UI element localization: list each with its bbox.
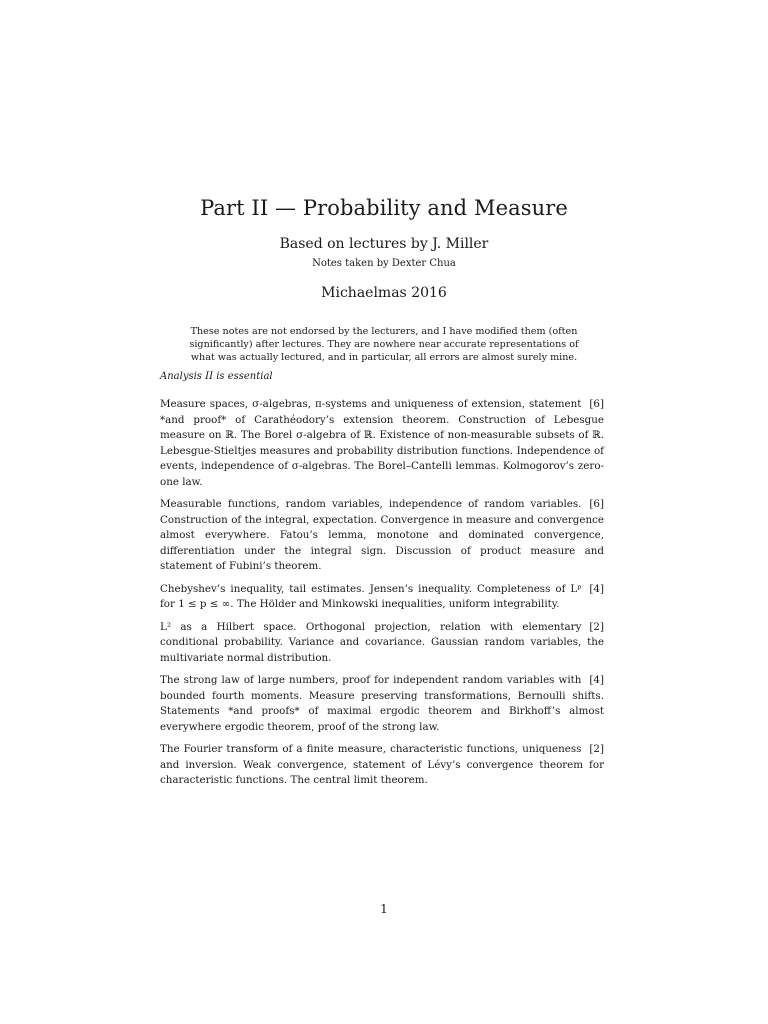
prerequisite-note: Analysis II is essential xyxy=(160,371,273,382)
lecture-count: [6] xyxy=(589,398,604,410)
syllabus-text: L² as a Hilbert space. Orthogonal projection, relation with elementary conditional probability. Variance and covariance. Gaussian random variables, the multivariate normal distribution. xyxy=(160,620,604,664)
syllabus-paragraph xyxy=(160,582,604,613)
disclaimer-text: These notes are not endorsed by the lecturers, and I have modified them (often significantly) after lectures. They are nowhere near accurate representations of what was actually lectured, and in particular, all errors are almost surely mine. xyxy=(189,326,579,363)
syllabus-paragraph xyxy=(160,497,604,575)
syllabus-text: The strong law of large numbers, proof for independent random variables with bounded fourth moments. Measure preserving transformations, Bernoulli shifts. Statements *and proofs* of maximal ergodic theorem and Birkhoff’s almost everywhere ergodic theorem, proof of the strong law. xyxy=(160,674,604,733)
syllabus-text: Measure spaces, σ-algebras, π-systems and uniqueness of extension, statement *and proof* of Carathéodory’s extension theorem. Construction of Lebesgue measure on ℝ. The Borel σ-algebra of ℝ. Existence of non-measurable subsets of ℝ. Lebesgue-Stieltjes measures and probability distribution functions. Independence of events, independence of σ-algebras. The Borel–Cantelli lemmas. Kolmogorov’s zero-one law. xyxy=(160,398,604,488)
term-line: Michaelmas 2016 xyxy=(321,285,447,301)
syllabus-paragraph xyxy=(160,620,604,667)
syllabus-paragraph xyxy=(160,397,604,490)
syllabus-paragraph xyxy=(160,673,604,735)
syllabus-paragraph xyxy=(160,742,604,789)
syllabus xyxy=(160,397,604,796)
lecture-count: [4] xyxy=(589,674,604,686)
lecture-count: [2] xyxy=(589,743,604,755)
syllabus-text: Measurable functions, random variables, independence of random variables. Construction of the integral, expectation. Convergence in measure and convergence almost everywhere. Fatou’s lemma, monotone and dominated convergence, differentiation under the integral sign. Discussion of product measure and statement of Fubini’s theorem. xyxy=(160,498,604,572)
syllabus-text: Chebyshev’s inequality, tail estimates. Jensen’s inequality. Completeness of Lᵖ for 1 ≤ p ≤ ∞. The Hölder and Minkowski inequalities, uniform integrability. xyxy=(160,582,582,610)
syllabus-text: The Fourier transform of a finite measure, characteristic functions, uniqueness and inversion. Weak convergence, statement of Lévy’s convergence theorem for characteristic functions. The central limit theorem. xyxy=(160,743,604,786)
document-title: Part II — Probability and Measure xyxy=(200,196,568,220)
lecture-count: [4] xyxy=(589,582,604,595)
lecture-count: [6] xyxy=(589,498,604,510)
lecture-count: [2] xyxy=(589,620,604,633)
lecturer-line: Based on lectures by J. Miller xyxy=(279,236,489,252)
notetaker-line: Notes taken by Dexter Chua xyxy=(312,258,456,269)
page-number: 1 xyxy=(380,902,388,916)
